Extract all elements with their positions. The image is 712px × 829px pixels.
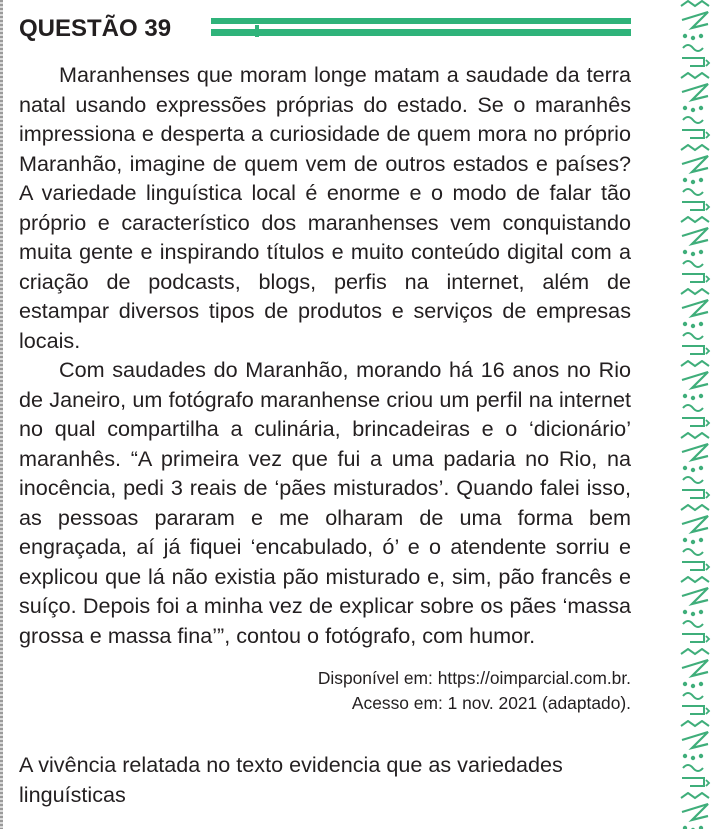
question-title: QUESTÃO 39 — [19, 15, 172, 42]
decorative-border-pattern — [678, 0, 712, 829]
source-url: Disponível em: https://oimparcial.com.br. — [317, 668, 631, 688]
title-rule — [211, 18, 631, 40]
source-access-date: Acesso em: 1 nov. 2021 (adaptado). — [351, 692, 631, 713]
page-edge — [0, 0, 3, 829]
question-prompt: A vivência relatada no texto evidencia que as variedades linguísticas — [19, 752, 563, 807]
question-content — [19, 60, 631, 809]
paragraph-1: Maranhenses que moram longe matam a saudade da terra natal usando expressões próprias do estado. Se o maranhês impressiona e desperta a curiosidade de quem mora no próprio Maranhão, imagine de quem vem de outros estados e países? A variedade linguística local é enorme e o modo de falar tão próprio e característico dos maranhenses vem conquistando muita gente e inspirando títulos e muito conteúdo digital com a criação de podcasts, blogs, perfis na internet, além de estampar diversos tipos de produtos e serviços de empresas locais. — [19, 62, 631, 353]
question-header — [19, 14, 637, 44]
source-citation — [19, 666, 631, 715]
paragraph-2: Com saudades do Maranhão, morando há 16 anos no Rio de Janeiro, um fotógrafo maranhense criou um perfil na internet no qual compartilha a culinária, brincadeiras e o ‘dicionário’ maranhês. “A primeira vez que fui a uma padaria no Rio, na inocência, pedi 3 reais de ‘pães misturados’. Quando falei isso, as pessoas pararam e me olharam de uma forma bem engraçada, aí já fiquei ‘encabulado, ó’ e o atendente sorriu e explicou que lá não existia pão misturado e, sim, pão francês e suíço. Depois foi a minha vez de explicar sobre os pães ‘massa grossa e massa fina’”, contou o fotógrafo, com humor. — [19, 357, 631, 648]
